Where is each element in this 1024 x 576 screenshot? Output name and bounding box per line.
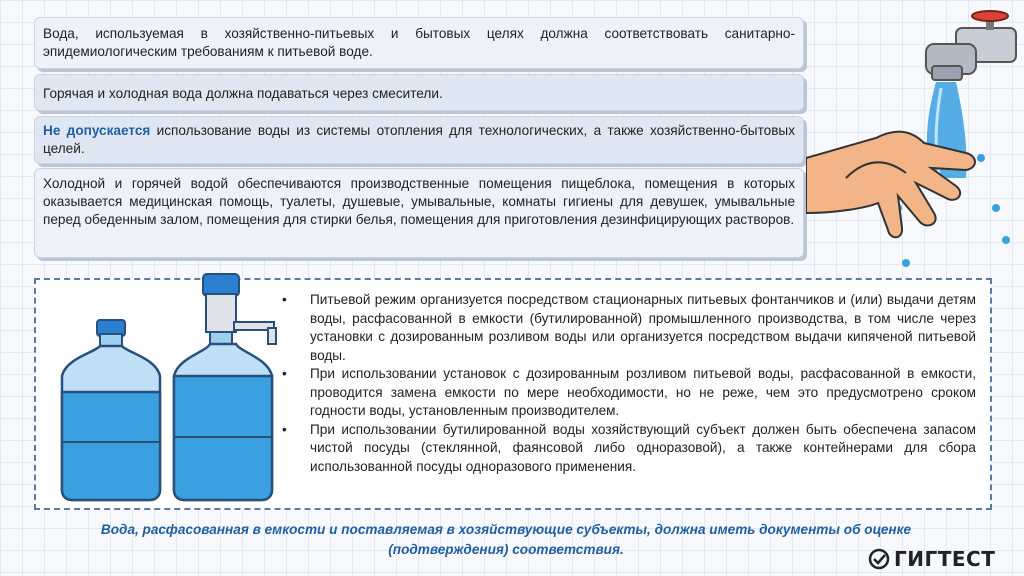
logo-text: ГИГТЕСТ (894, 547, 996, 571)
gigtest-logo (868, 547, 995, 571)
faucet-hands-illustration (806, 8, 1024, 276)
info-box-premises (34, 168, 804, 258)
drinking-regime-list (278, 291, 976, 476)
prohibited-label: Не допускается (43, 123, 151, 138)
info-box-water-requirements (34, 17, 804, 69)
info-box-mixers (34, 74, 804, 111)
footer-note: Вода, расфасованная в емкости и поставляемая в хозяйствующие субъекты, должна иметь документы об оценке (подтверждения) соответствия. (100, 522, 912, 557)
water-bottles-illustration (56, 272, 286, 506)
list-item: • При использовании бутилированной воды хозяйствующий субъект должен быть обеспечена запасом чистой посуды (стеклянной, фаянсовой либо одноразовой), а также контейнерами для сбора использованной посуды одноразового применения. (278, 421, 976, 477)
info-text: Горячая и холодная вода должна подаваться через смесители. (43, 86, 443, 101)
list-item: • При использовании установок с дозированным розливом питьевой воды, расфасованной в емкости, проводится замена емкости по мере необходимости, но не реже, чем это предусмотрено сроком годности воды, установленным производителем. (278, 365, 976, 421)
info-text: Холодной и горячей водой обеспечиваются производственные помещения пищеблока, помещения в которых оказывается медицинская помощь, туалеты, душевые, умывальные, комнаты гигиены для девушек, умывальные перед обеденным залом, помещения для стирки белья, помещения для приготовления дезинфицирующих растворов. (43, 176, 795, 227)
info-text: использование воды из системы отопления для технологических, а также хозяйственно-бытовых целей. (43, 123, 795, 156)
info-box-heating-water (34, 116, 804, 164)
info-text: Вода, используемая в хозяйственно-питьевых и бытовых целях должна соответствовать санитарно-эпидемиологическим требованиям к питьевой воде. (43, 26, 795, 59)
list-item: • Питьевой режим организуется посредством стационарных питьевых фонтанчиков и (или) выдачи детям воды, расфасованной в емкости (бутилированной) промышленного производства, в том числе через установки с дозированным розливом воды или организуется посредством выдачи кипяченой питьевой воды. (278, 291, 976, 365)
check-circle-icon (868, 548, 890, 570)
